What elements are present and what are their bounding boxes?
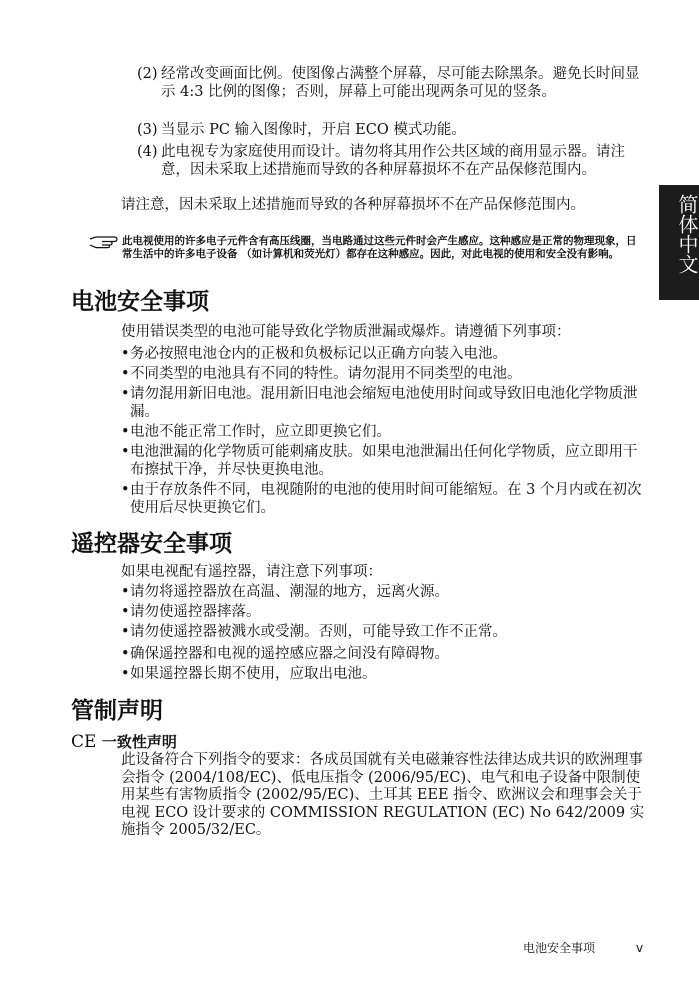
list-item: • 由于存放条件不同，电视随附的电池的使用时间可能缩短。在 3 个月内或在初次使用后尽快更换它们。 (121, 482, 646, 517)
bullet-text: 务必按照电池仓内的正极和负极标记以正确方向装入电池。 (130, 346, 507, 362)
bullet-text: 电池不能正常工作时，应立即更换它们。 (130, 424, 391, 440)
item-number: (3) (137, 122, 158, 138)
page-number: v (636, 941, 644, 955)
list-item: • 请勿使遥控器被溅水或受潮。否则，可能导致工作不正常。 (121, 624, 646, 642)
list-item: • 务必按照电池仓内的正极和负极标记以正确方向装入电池。 (121, 346, 646, 364)
language-tab-label: 简体中文 (675, 194, 699, 274)
ce-body: 此设备符合下列指令的要求：各成员国就有关电磁兼容性法律达成共识的欧洲理事会指令 (2004/108/EC)、低电压指令 (2006/95/EC)、电气和电子设备中限制使用某些有害物质指令 (2002/95/EC)、土耳其 EEE 指令、欧洲议会和理事会关于电视 ECO 设计要求的 COMMISSION REGULATION (EC) No 642/2009 实施指令 2005/32/EC。 (121, 752, 645, 838)
list-item: • 确保遥控器和电视的遥控感应器之间没有障碍物。 (121, 646, 646, 664)
battery-intro: 使用错误类型的电池可能导致化学物质泄漏或爆炸。请遵循下列事项： (121, 324, 571, 340)
tip-note: 此电视使用的许多电子元件含有高压线圈，当电路通过这些元件时会产生感应。这种感应是正常的物理现象，日常生活中的许多电子设备 （如计算机和荧光灯）都存在这种感应。因此，对此电视的使用和安全没有影响。 (122, 235, 637, 260)
list-item: • 如果遥控器长期不使用，应取出电池。 (121, 666, 646, 684)
battery-section-title: 电池安全事项 (71, 289, 209, 315)
list-item: • 电池不能正常工作时，应立即更换它们。 (121, 424, 646, 442)
ce-mark: CE (71, 732, 97, 752)
item-text: 当显示 PC 输入图像时，开启 ECO 模式功能。 (161, 122, 466, 138)
remote-section-title: 遥控器安全事项 (71, 531, 232, 557)
warranty-note: 请注意，因未采取上述措施而导致的各种屏幕损坏不在产品保修范围内。 (121, 197, 585, 213)
item-number: (4) (137, 144, 158, 160)
item-text: 经常改变画面比例。使图像占满整个屏幕，尽可能去除黑条。避免长时间显示 4:3 比例的图像；否则，屏幕上可能出现两条可见的竖条。 (161, 66, 640, 100)
bullet-text: 由于存放条件不同，电视随附的电池的使用时间可能缩短。在 3 个月内或在初次使用后尽快更换它们。 (130, 482, 642, 516)
list-item (137, 66, 642, 101)
list-item: • 不同类型的电池具有不同的特性。请勿混用不同类型的电池。 (121, 366, 646, 384)
bullet-text: 请勿将遥控器放在高温、潮湿的地方，远离火源。 (130, 584, 449, 600)
list-item: • 请勿将遥控器放在高温、潮湿的地方，远离火源。 (121, 584, 646, 602)
bullet-text: 如果遥控器长期不使用，应取出电池。 (130, 666, 377, 682)
bullet-text: 确保遥控器和电视的遥控感应器之间没有障碍物。 (130, 646, 449, 662)
ce-title: 一致性声明 (101, 733, 177, 751)
remote-intro: 如果电视配有遥控器，请注意下列事项： (121, 564, 382, 580)
list-item (137, 122, 642, 140)
bullet-text: 请勿使遥控器被溅水或受潮。否则，可能导致工作不正常。 (130, 624, 507, 640)
bullet-text: 不同类型的电池具有不同的特性。请勿混用不同类型的电池。 (130, 366, 522, 382)
list-item (137, 144, 642, 179)
item-text: 此电视专为家庭使用而设计。请勿将其用作公共区域的商用显示器。请注意，因未采取上述措施而导致的各种屏幕损坏不在产品保修范围内。 (161, 144, 625, 178)
list-item: • 请勿混用新旧电池。混用新旧电池会缩短电池使用时间或导致旧电池化学物质泄漏。 (121, 386, 646, 421)
footer-section: 电池安全事项 (523, 941, 596, 955)
pointing-hand-icon (88, 234, 120, 248)
list-item: • 请勿使遥控器摔落。 (121, 604, 646, 622)
language-tab (659, 185, 699, 300)
regulatory-section-title: 管制声明 (71, 698, 163, 724)
list-item: • 电池泄漏的化学物质可能刺痛皮肤。如果电池泄漏出任何化学物质，应立即用干布擦拭干净，并尽快更换电池。 (121, 444, 646, 479)
ce-heading (71, 732, 177, 752)
bullet-text: 电池泄漏的化学物质可能刺痛皮肤。如果电池泄漏出任何化学物质，应立即用干布擦拭干净，并尽快更换电池。 (130, 444, 638, 478)
bullet-text: 请勿使遥控器摔落。 (130, 604, 261, 620)
bullet-text: 请勿混用新旧电池。混用新旧电池会缩短电池使用时间或导致旧电池化学物质泄漏。 (130, 386, 638, 420)
item-number: (2) (137, 66, 158, 82)
